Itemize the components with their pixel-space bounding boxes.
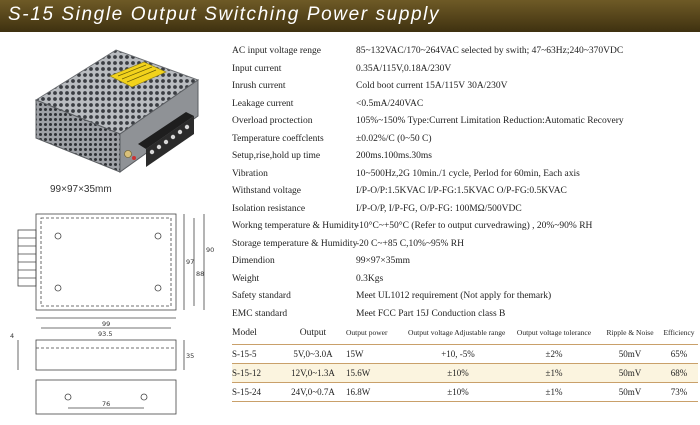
- cell-efficiency: 73%: [670, 386, 688, 397]
- cell-adjustable-range: ±10%: [447, 367, 469, 378]
- cell-output: 24V,0~0.7A: [291, 386, 335, 397]
- spec-label: Safety standard: [232, 291, 291, 301]
- model-table: [232, 322, 698, 402]
- spec-value: 105%~150% Type:Current Limitation Reduction:Automatic Recovery: [356, 116, 624, 126]
- spec-label: Vibration: [232, 168, 268, 179]
- spec-list: [232, 44, 696, 324]
- col-header-output: Output: [299, 327, 327, 338]
- dimensions-caption: 99×97×35mm: [50, 184, 112, 195]
- cell-ripple-noise: 50mV: [618, 367, 642, 378]
- spec-label: Input current: [232, 63, 282, 74]
- cell-voltage-tolerance: ±1%: [545, 386, 563, 397]
- cell-output: 5V,0~3.0A: [293, 348, 333, 359]
- spec-row-inrush-current: [232, 79, 696, 97]
- dim-label-76: 76: [102, 400, 111, 408]
- spec-row-weight: [232, 272, 696, 290]
- spec-value: ±0.02%/C (0~50 C): [356, 133, 432, 144]
- dim-label-35: 35: [186, 352, 195, 360]
- spec-value: 0.3Kgs: [356, 273, 384, 284]
- spec-row-leakage-current: [232, 97, 696, 115]
- spec-value: -20 C~+85 C,10%~95% RH: [356, 238, 464, 249]
- dim-label-93-5: 93.5: [98, 330, 113, 338]
- cell-model: S-15-12: [232, 367, 261, 378]
- cell-adjustable-range: +10, -5%: [441, 348, 475, 359]
- spec-label: Leakage current: [232, 98, 294, 109]
- spec-value: I/P-O/P, I/P-FG, O/P-FG: 100MΩ/500VDC: [356, 203, 522, 214]
- table-row: [232, 344, 698, 363]
- dim-label-4: 4: [10, 332, 15, 340]
- col-header-model: Model: [232, 327, 257, 338]
- spec-value: 99×97×35mm: [356, 256, 410, 266]
- header-bar: [0, 0, 700, 32]
- spec-row-safety-standard: [232, 289, 696, 307]
- spec-row-input-current: [232, 62, 696, 80]
- table-row: [232, 363, 698, 382]
- spec-row-withstand-voltage: [232, 184, 696, 202]
- cell-output-power: 15W: [346, 348, 364, 359]
- cell-ripple-noise: 50mV: [618, 386, 642, 397]
- product-photo: [28, 42, 203, 177]
- spec-row-setup-time: [232, 149, 696, 167]
- spec-row-overload: [232, 114, 696, 132]
- spec-value: -10°C~+50°C (Refer to output curvedrawing) , 20%~90% RH: [356, 221, 593, 231]
- spec-label: Setup,rise,hold up time: [232, 151, 321, 161]
- spec-value: 200ms.100ms.30ms: [356, 151, 433, 161]
- dim-label-90: 90: [206, 246, 215, 254]
- spec-label: Inrush current: [232, 81, 286, 91]
- cell-output-power: 15.6W: [346, 367, 371, 378]
- spec-value: 0.35A/115V,0.18A/230V: [356, 63, 452, 74]
- spec-value: 85~132VAC/170~264VAC selected by swith; 47~63Hz;240~370VDC: [356, 46, 624, 56]
- spec-value: <0.5mA/240VAC: [356, 98, 424, 109]
- spec-label: Weight: [232, 273, 260, 284]
- col-header-voltage-tolerance: Output voltage tolerance: [516, 328, 592, 338]
- dim-label-97: 97: [186, 258, 195, 266]
- dim-label-99: 99: [102, 320, 111, 328]
- cell-adjustable-range: ±10%: [447, 386, 469, 397]
- cell-ripple-noise: 50mV: [618, 348, 642, 359]
- cell-model: S-15-24: [232, 386, 261, 397]
- spec-label: AC input voltage renge: [232, 46, 321, 56]
- cell-voltage-tolerance: ±1%: [545, 367, 563, 378]
- spec-row-temperature-coefficient: [232, 132, 696, 150]
- cell-model: S-15-5: [232, 348, 257, 359]
- spec-value: I/P-O/P:1.5KVAC I/P-FG:1.5KVAC O/P-FG:0.5KVAC: [356, 186, 567, 196]
- spec-row-storage-temperature: [232, 237, 696, 255]
- col-header-output-power: Output power: [346, 328, 388, 338]
- table-row: [232, 382, 698, 401]
- col-header-adjustable-range: Output voltage Adjustable range: [408, 328, 506, 338]
- spec-label: Storage temperature & Humidity: [232, 238, 358, 249]
- cell-output: 12V,0~1.3A: [291, 367, 335, 378]
- cell-voltage-tolerance: ±2%: [545, 348, 563, 359]
- page-title: S-15 Single Output Switching Power supply: [8, 4, 441, 25]
- spec-label: Withstand voltage: [232, 186, 302, 196]
- spec-row-vibration: [232, 167, 696, 185]
- cell-output-power: 16.8W: [346, 386, 371, 397]
- spec-label: Workng temperature & Humidity: [232, 221, 359, 231]
- spec-row-working-temperature: [232, 219, 696, 237]
- spec-label: EMC standard: [232, 308, 288, 319]
- cell-efficiency: 68%: [670, 367, 688, 378]
- dimension-drawing: [8, 208, 213, 420]
- spec-row-dimension: [232, 254, 696, 272]
- spec-row-isolation-resistance: [232, 202, 696, 220]
- spec-value: Cold boot current 15A/115V 30A/230V: [356, 81, 508, 91]
- col-header-ripple-noise: Ripple & Noise: [606, 328, 654, 338]
- spec-value: Meet FCC Part 15J Conduction class B: [356, 308, 506, 319]
- cell-efficiency: 65%: [670, 348, 688, 359]
- dim-label-88: 88: [196, 270, 205, 278]
- spec-label: Temperature coeffclents: [232, 133, 324, 144]
- spec-value: 10~500Hz,2G 10min./1 cycle, Perlod for 60min, Each axis: [356, 168, 580, 179]
- col-header-efficiency: Efficiency: [663, 328, 695, 338]
- spec-label: Overload proctection: [232, 116, 313, 126]
- spec-label: Isolation resistance: [232, 203, 306, 214]
- model-table-header: [232, 322, 698, 344]
- spec-label: Dimendion: [232, 256, 275, 266]
- spec-row-ac-input: [232, 44, 696, 62]
- spec-value: Meet UL1012 requirement (Not apply for themark): [356, 291, 552, 301]
